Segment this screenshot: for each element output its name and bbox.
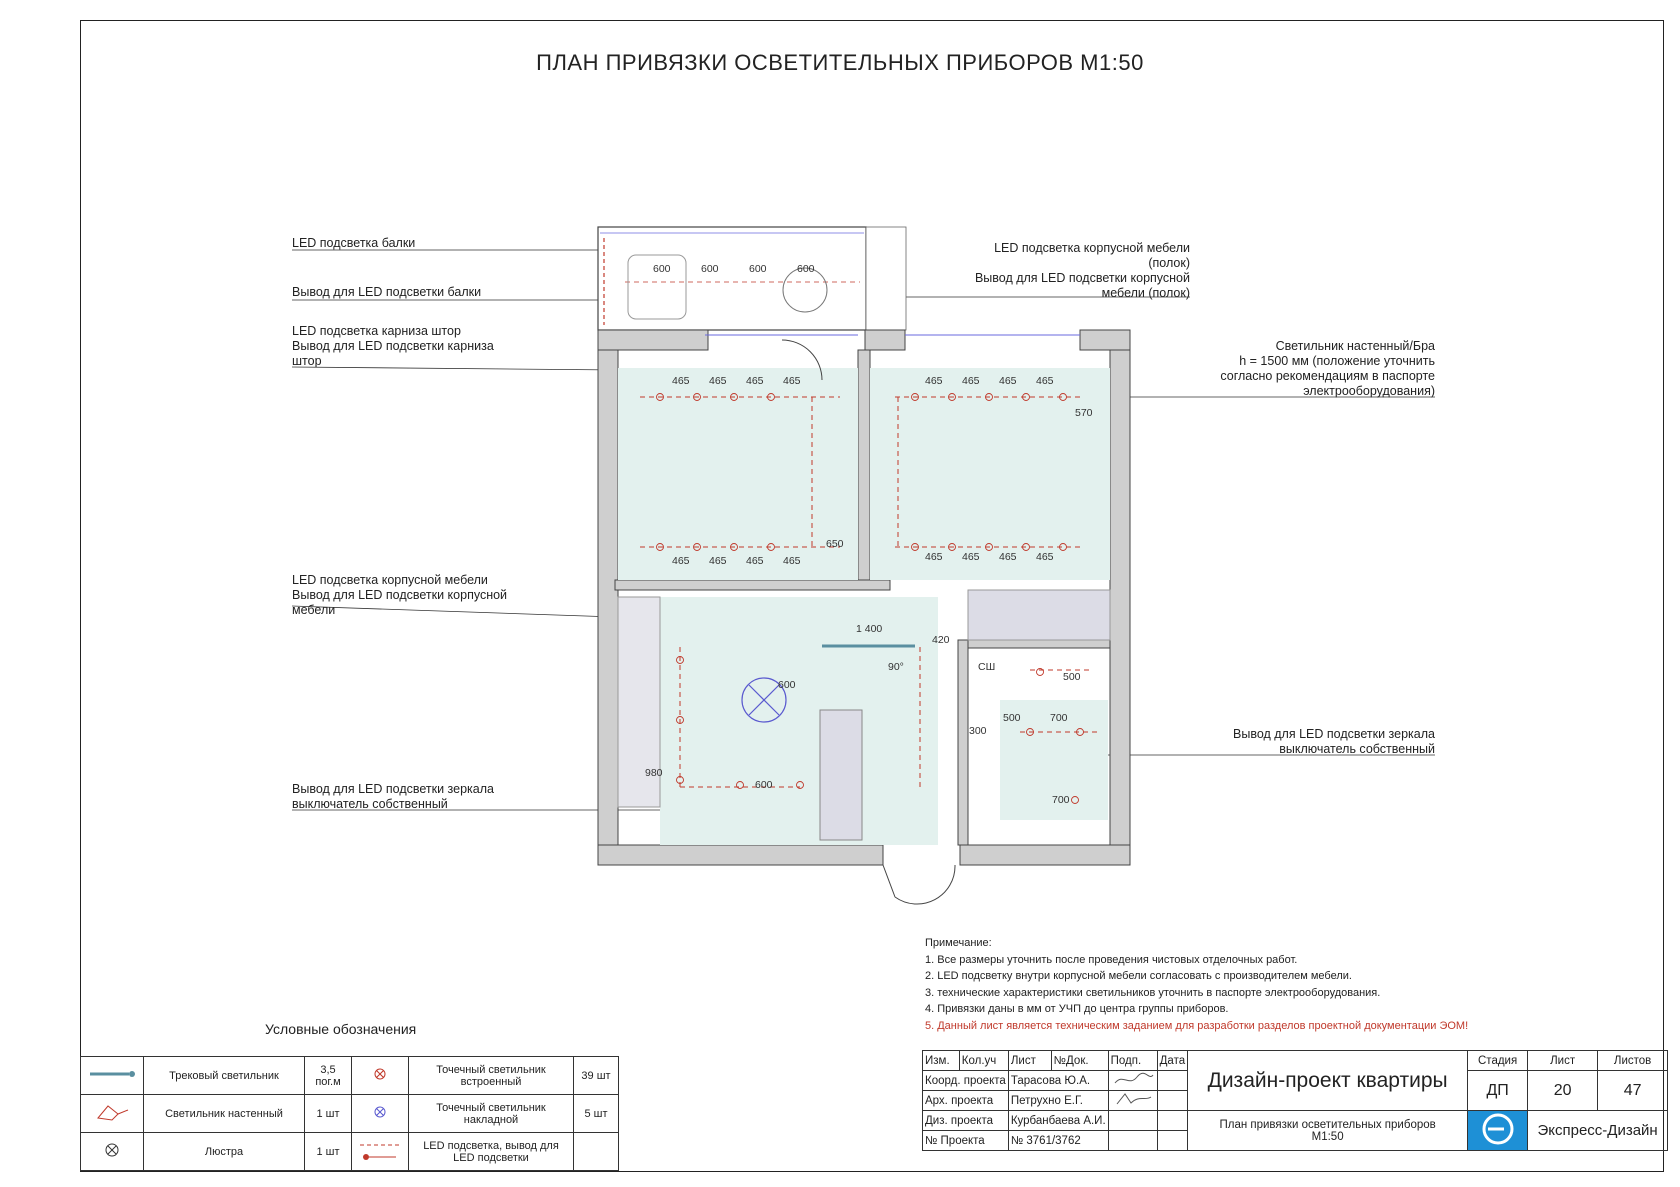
svg-text:СШ: СШ <box>978 661 996 673</box>
recessed-spot-icon <box>352 1057 409 1095</box>
svg-text:465: 465 <box>999 551 1017 563</box>
signature <box>1108 1091 1157 1111</box>
company-name: Экспресс-Дизайн <box>1528 1111 1668 1151</box>
name-arch: Петрухно Е.Г. <box>1008 1091 1108 1111</box>
role-coord: Коорд. проекта <box>923 1071 1009 1091</box>
living-room <box>618 368 858 580</box>
note-warning: 5. Данный лист является техническим заданием для разработки разделов проектной документации ЭОМ! <box>925 1019 1469 1032</box>
stamp-header: Подп. <box>1108 1051 1157 1071</box>
note-item: 3. технические характеристики светильников уточнить в паспорте электрооборудования. <box>925 986 1381 999</box>
svg-text:465: 465 <box>783 375 801 387</box>
legend-qty: 39 шт <box>574 1057 619 1095</box>
legend-label: LED подсветка, вывод для LED подсветки <box>409 1133 574 1171</box>
sheet-value: 20 <box>1528 1071 1598 1111</box>
svg-text:465: 465 <box>783 555 801 567</box>
callout-mirror-right: Вывод для LED подсветки зеркала выключатель собственный <box>1233 727 1435 756</box>
svg-text:465: 465 <box>672 375 690 387</box>
svg-text:465: 465 <box>1036 375 1054 387</box>
name-coord: Тарасова Ю.А. <box>1008 1071 1108 1091</box>
role-design: Диз. проекта <box>923 1111 1009 1131</box>
legend-label: Трековый светильник <box>144 1057 305 1095</box>
svg-text:600: 600 <box>749 263 767 275</box>
svg-text:500: 500 <box>1063 671 1081 683</box>
note-item: 4. Привязки даны в мм от УЧП до центра группы приборов. <box>925 1003 1229 1015</box>
svg-text:700: 700 <box>1052 794 1070 806</box>
balcony <box>598 227 906 330</box>
svg-text:465: 465 <box>672 555 690 567</box>
svg-text:650: 650 <box>826 538 844 550</box>
legend-label: Точечный светильник накладной <box>409 1095 574 1133</box>
role-project: № Проекта <box>923 1131 1009 1151</box>
svg-text:465: 465 <box>999 375 1017 387</box>
callout-beam-outlet: Вывод для LED подсветки балки <box>292 285 482 299</box>
bedroom <box>870 368 1110 580</box>
kitchen <box>660 597 938 845</box>
stage-value: ДП <box>1468 1071 1528 1111</box>
stamp-header: Кол.уч <box>959 1051 1008 1071</box>
stamp-header: Изм. <box>923 1051 960 1071</box>
notes <box>925 935 1468 1034</box>
svg-text:600: 600 <box>778 679 796 691</box>
svg-text:465: 465 <box>746 375 764 387</box>
role-arch: Арх. проекта <box>923 1091 1009 1111</box>
page-title: ПЛАН ПРИВЯЗКИ ОСВЕТИТЕЛЬНЫХ ПРИБОРОВ М1:50 <box>536 50 1144 75</box>
legend-qty: 1 шт <box>305 1133 352 1171</box>
legend-title: Условные обозначения <box>265 1021 417 1037</box>
svg-text:465: 465 <box>925 375 943 387</box>
svg-text:1 400: 1 400 <box>856 623 883 635</box>
stamp-header: Дата <box>1157 1051 1187 1071</box>
callout-wall-lamp: Светильник настенный/Бра h = 1500 мм (положение уточнить согласно рекомендациям в паспорте электрооборудования) <box>1220 339 1435 398</box>
note-item: 1. Все размеры уточнить после проведения чистовых отделочных работ. <box>925 953 1298 966</box>
svg-text:300: 300 <box>969 725 987 737</box>
legend-qty: 3,5 пог.м <box>305 1057 352 1095</box>
legend-row <box>81 1133 619 1171</box>
led-strip-icon <box>352 1133 409 1171</box>
note-item: 2. LED подсветку внутри корпусной мебели согласовать с производителем мебели. <box>925 970 1352 982</box>
svg-text:465: 465 <box>962 375 980 387</box>
column <box>820 710 862 840</box>
wall-lamp-icon <box>81 1095 144 1133</box>
svg-text:90°: 90° <box>888 661 904 673</box>
legend-label: Светильник настенный <box>144 1095 305 1133</box>
callout-furniture: LED подсветка корпусной мебели Вывод для LED подсветки корпусной мебели <box>292 573 508 617</box>
signature <box>1108 1071 1157 1091</box>
svg-text:570: 570 <box>1075 407 1093 419</box>
title-block <box>922 1050 1668 1151</box>
notes-heading: Примечание: <box>925 937 992 949</box>
legend-qty: 5 шт <box>574 1095 619 1133</box>
svg-text:700: 700 <box>1050 712 1068 724</box>
project-number: № 3761/3762 <box>1008 1131 1108 1151</box>
svg-text:980: 980 <box>645 767 663 779</box>
company-logo <box>1468 1111 1528 1151</box>
svg-text:600: 600 <box>701 263 719 275</box>
legend-table <box>80 1056 619 1171</box>
svg-text:600: 600 <box>755 779 773 791</box>
sheets-label: Листов <box>1598 1051 1668 1071</box>
svg-text:465: 465 <box>709 375 727 387</box>
callout-shelves: LED подсветка корпусной мебели (полок) Вывод для LED подсветки корпусной мебели (полок) <box>974 241 1190 300</box>
svg-text:600: 600 <box>653 263 671 275</box>
svg-text:465: 465 <box>962 551 980 563</box>
stamp-header: №Док. <box>1051 1051 1108 1071</box>
project-title: Дизайн-проект квартиры <box>1188 1051 1468 1111</box>
callout-cornice: LED подсветка карниза штор Вывод для LED подсветки карниза штор <box>292 324 494 368</box>
legend-label: Точечный светильник встроенный <box>409 1057 574 1095</box>
legend-qty <box>574 1133 619 1171</box>
sheets-value: 47 <box>1598 1071 1668 1111</box>
surface-spot-icon <box>352 1095 409 1133</box>
track-light-icon <box>81 1057 144 1095</box>
legend-row <box>81 1057 619 1095</box>
svg-text:465: 465 <box>1036 551 1054 563</box>
callout-mirror-left: Вывод для LED подсветки зеркала выключатель собственный <box>292 782 494 811</box>
svg-text:600: 600 <box>797 263 815 275</box>
callout-beam-led: LED подсветка балки <box>292 236 416 250</box>
storage <box>968 590 1110 640</box>
svg-text:465: 465 <box>709 555 727 567</box>
legend-qty: 1 шт <box>305 1095 352 1133</box>
stage-label: Стадия <box>1468 1051 1528 1071</box>
legend-row <box>81 1095 619 1133</box>
sheet-title: План привязки осветительных приборов М1:50 <box>1188 1111 1468 1151</box>
svg-text:500: 500 <box>1003 712 1021 724</box>
stamp-header: Лист <box>1008 1051 1051 1071</box>
legend-label: Люстра <box>144 1133 305 1171</box>
svg-text:465: 465 <box>925 551 943 563</box>
chandelier-icon <box>81 1133 144 1171</box>
sheet-label: Лист <box>1528 1051 1598 1071</box>
svg-text:420: 420 <box>932 634 950 646</box>
name-design: Курбанбаева А.И. <box>1008 1111 1108 1131</box>
svg-text:465: 465 <box>746 555 764 567</box>
